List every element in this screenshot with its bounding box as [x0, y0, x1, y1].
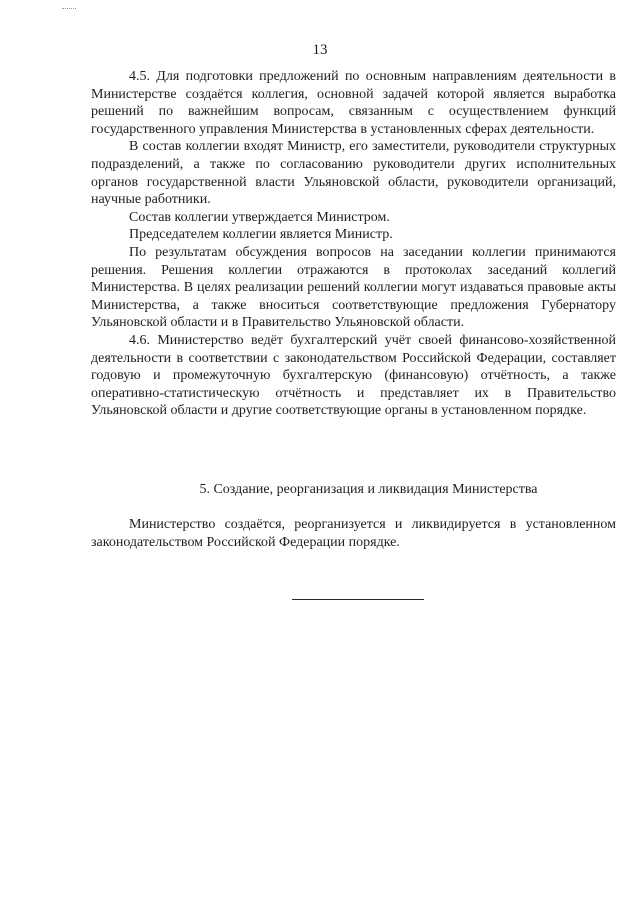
- document-end-rule: [292, 599, 424, 600]
- section-4-body: [91, 68, 616, 420]
- paragraph-4-5-collegium: 4.5. Для подготовки предложений по основным направлениям деятельности в Министерстве создаётся коллегия, основной задачей которой является выработка решений по важнейшим вопросам, связанным с осуществлением функций государственного управления Министерства в установленных сферах деятельности.: [91, 69, 616, 137]
- paragraph-4-6-accounting: 4.6. Министерство ведёт бухгалтерский учёт своей финансово-хозяйственной деятельности в соответствии с законодательством Российской Федерации, составляет годовую и промежуточную бухгалтерскую (финансовую) отчётность, а также оперативно-статистическую отчётность и представляет их в Правительство Ульяновской области и другие соответствующие органы в установленном порядке.: [91, 332, 616, 419]
- paragraph-collegium-decisions: По результатам обсуждения вопросов на заседании коллегии принимаются решения. Решения коллегии отражаются в протоколах заседаний коллегий Министерства. В целях реализации решений коллегии могут издаваться правовые акты Министерства, а также вноситься соответствующие предложения Губернатору Ульяновской области и в Правительство Ульяновской области.: [91, 244, 616, 331]
- scan-artifact-mark: [62, 8, 76, 11]
- page-number: 13: [312, 42, 328, 58]
- section-5-heading: 5. Создание, реорганизация и ликвидация Министерства: [199, 482, 538, 497]
- paragraph-collegium-chairman: Председателем коллегии является Министр.: [129, 227, 393, 243]
- paragraph-collegium-approval: Состав коллегии утверждается Министром.: [129, 209, 390, 225]
- paragraph-collegium-members: В состав коллегии входят Министр, его заместители, руководители структурных подразделений, а также по согласованию руководители других исполнительных органов государственной власти Ульяновской области, руководители организаций, научные работники.: [91, 139, 616, 208]
- section-5-text: Министерство создаётся, реорганизуется и ликвидируется в установленном законодательством Российской Федерации порядке.: [91, 517, 616, 550]
